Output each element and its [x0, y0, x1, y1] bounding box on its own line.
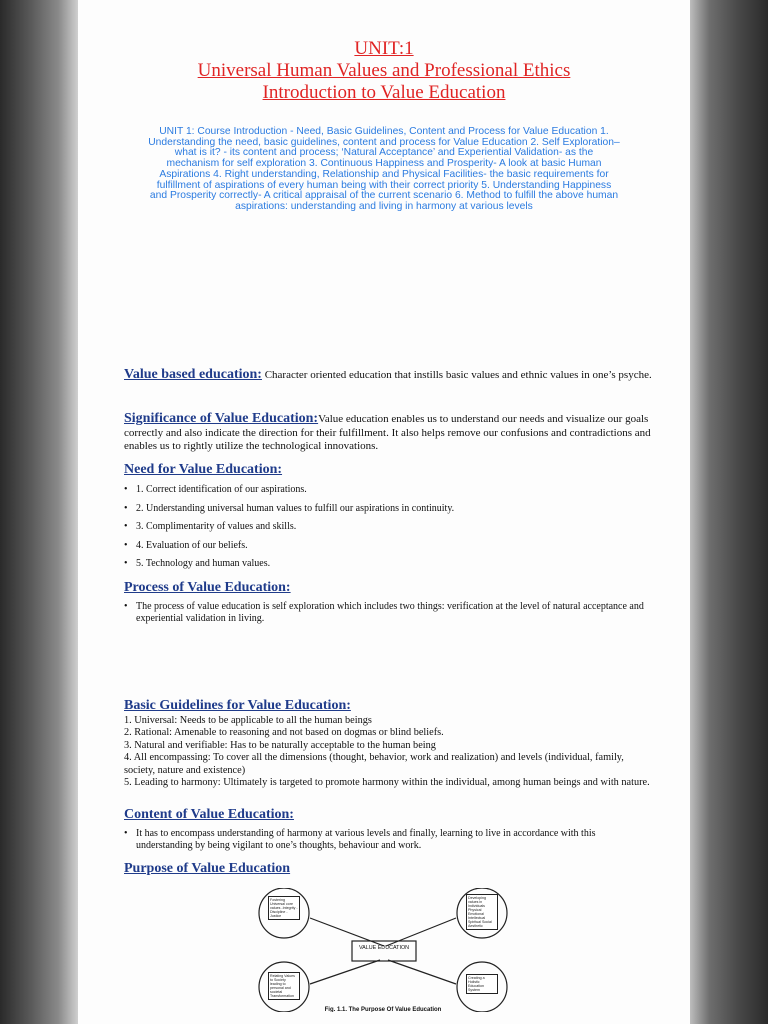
need-item: • 4. Evaluation of our beliefs. [124, 540, 654, 552]
content-heading: Content of Value Education: [124, 807, 294, 822]
purpose-heading: Purpose of Value Education [124, 861, 291, 876]
arrow-top-left [310, 918, 384, 946]
unit-label: UNIT:1 [354, 38, 414, 59]
guidelines-heading: Basic Guidelines for Value Education: [124, 698, 351, 713]
unit-title-block [78, 38, 690, 104]
need-item: • 5. Technology and human values. [124, 558, 654, 570]
significance-heading: Significance of Value Education: [124, 411, 319, 426]
content-section [124, 807, 654, 852]
guideline-item: 4. All encompassing: To cover all the dimensions (thought, behavior, work and realization) and levels (individual, family, society, nature and existence) [124, 752, 624, 776]
guideline-item: 3. Natural and verifiable: Has to be naturally acceptable to the human being [124, 739, 436, 751]
topic-title: Introduction to Value Education [262, 82, 506, 103]
value-based-section [124, 367, 654, 383]
content-item: • It has to encompass understanding of harmony at various levels and finally, learning to live in accordance with this understanding by being vigilant to one’s thoughts, behaviour and work. [124, 828, 654, 852]
value-based-text: Character oriented education that instills basic values and ethnic values in one’s psyche. [261, 369, 652, 381]
process-heading: Process of Value Education: [124, 580, 291, 595]
center-label: VALUE EDUCATION [358, 945, 410, 951]
significance-section [124, 411, 654, 453]
unit-intro-paragraph: UNIT 1: Course Introduction - Need, Basic Guidelines, Content and Process for Value Education 1. Understanding the need, basic guidelines, content and process for Value Education 2. Self Exploration–what is it? - its content and process; ‘Natural Acceptance’ and Experiential Validation- as the mechanism for self exploration 3. Continuous Happiness and Prosperity- A look at basic Human Aspirations 4. Right understanding, Relationship and Physical Facilities- the basic requirements for fulfillment of aspirations of every human being with their correct priority 5. Understanding Happiness and Prosperity correctly- A critical appraisal of the current scenario 6. Method to fulfill the above human aspirations: understanding and living in harmony at various levels [148, 126, 620, 212]
process-section [124, 580, 654, 625]
purpose-diagram [228, 888, 538, 1012]
guideline-item: 5. Leading to harmony: Ultimately is targeted to promote harmony within the individual, among human beings and with nature. [124, 777, 650, 789]
node-bottom-left: Relating Values to Society leading to personal and societal Transformation [268, 972, 300, 1000]
course-title: Universal Human Values and Professional Ethics [197, 60, 571, 81]
arrow-top-right [386, 918, 456, 946]
process-item: • The process of value education is self exploration which includes two things: verification at the level of natural acceptance and experiential validation in living. [124, 601, 654, 625]
significance-text: Value education enables us to understand our needs and visualize our goals correctly and also indicate the direction for their fulfillment. It also helps remove our confusions and contradictions and enables us to rightly utilize the technological innovations. [124, 413, 651, 452]
arrow-bottom-left [310, 960, 380, 984]
center-box [352, 941, 416, 961]
document-page [78, 0, 690, 1024]
guideline-item: 1. Universal: Needs to be applicable to all the human beings [124, 715, 372, 726]
need-section [124, 462, 654, 570]
node-top-right: Developing values in Individuals Physical Emotional Intellectual Spiritual Social Aesthetic [466, 894, 498, 930]
scan-edge-left [0, 0, 78, 1024]
arrow-bottom-right [388, 960, 456, 984]
guideline-item: 2. Rational: Amenable to reasoning and not based on dogmas or blind beliefs. [124, 727, 444, 739]
node-top-left: Fostering Universal core values -Integrity -Discipline -Justice [268, 896, 300, 920]
node-bottom-right: Creating a Holistic Education System [466, 974, 498, 994]
guidelines-section [124, 698, 654, 789]
purpose-section [124, 861, 654, 877]
diagram-caption: Fig. 1.1. The Purpose Of Value Education [324, 1007, 442, 1012]
need-item: • 1. Correct identification of our aspirations. [124, 484, 654, 496]
scan-edge-right [690, 0, 768, 1024]
need-item: • 3. Complimentarity of values and skills. [124, 521, 654, 533]
need-heading: Need for Value Education: [124, 462, 283, 477]
need-item: • 2. Understanding universal human values to fulfill our aspirations in continuity. [124, 503, 654, 515]
value-based-heading: Value based education: [124, 367, 262, 382]
